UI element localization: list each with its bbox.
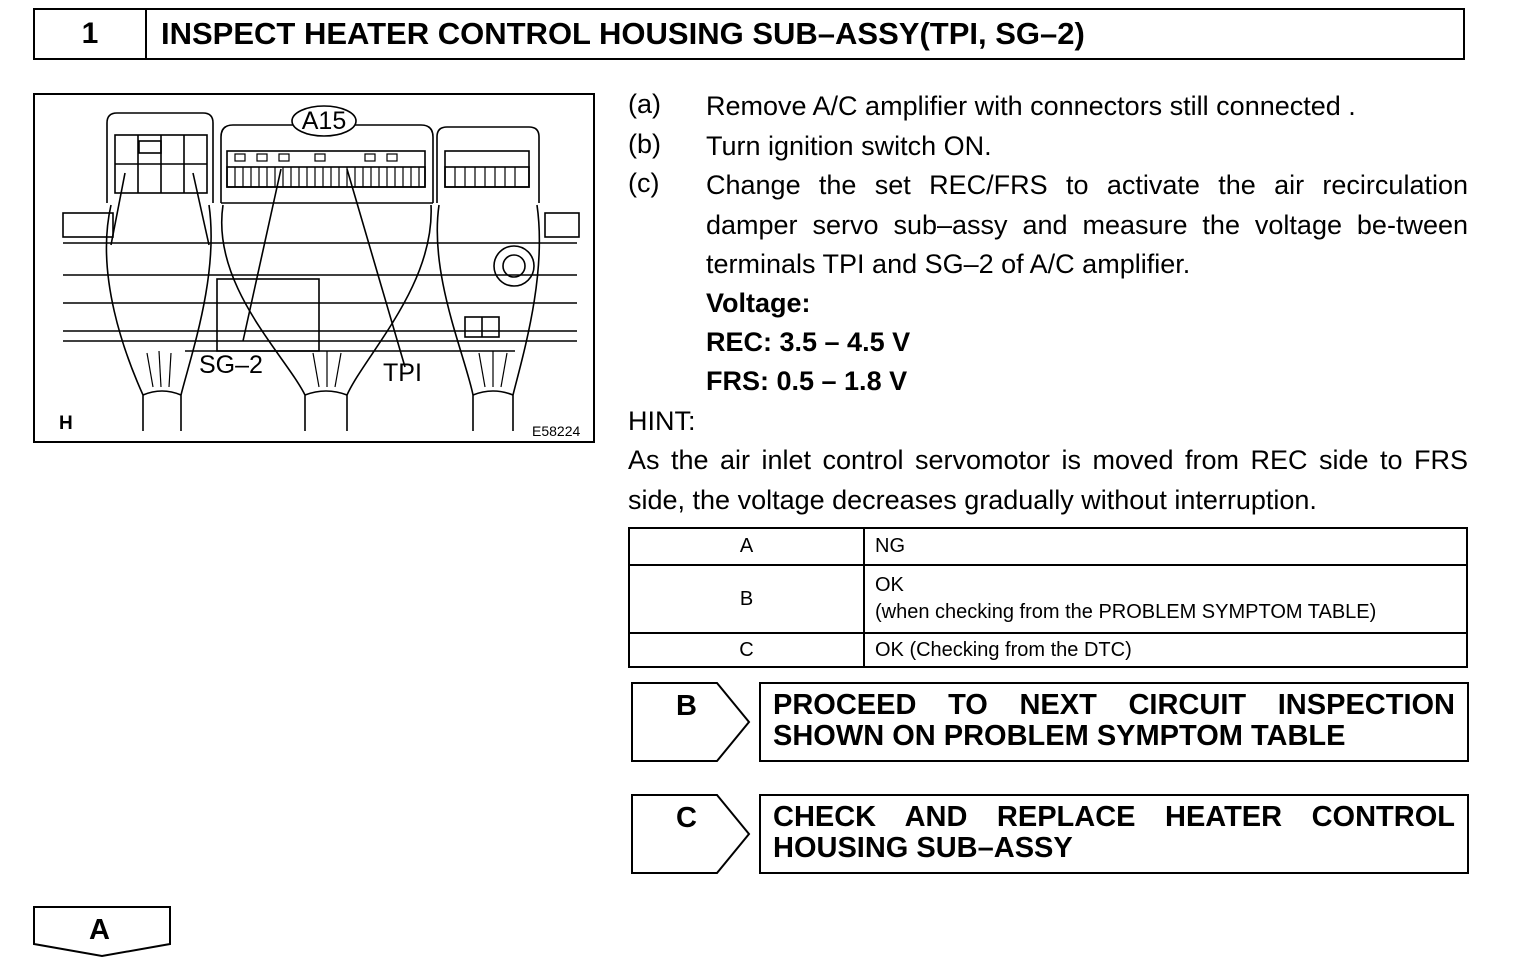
step-b-letter: (b) bbox=[628, 129, 661, 159]
table-value-line: (when checking from the PROBLEM SYMPTOM TABLE) bbox=[875, 601, 1377, 623]
figure-code: E58224 bbox=[532, 423, 581, 439]
outcome-c-key: C bbox=[676, 802, 697, 834]
step-a-letter: (a) bbox=[628, 89, 661, 119]
next-step-tag bbox=[33, 906, 171, 958]
outcome-c-action: CHECK AND REPLACE HEATER CONTROL HOUSING SUB–ASSY bbox=[759, 794, 1469, 874]
outcome-b-action: PROCEED TO NEXT CIRCUIT INSPECTION SHOWN ON PROBLEM SYMPTOM TABLE bbox=[759, 682, 1469, 762]
step-number: 1 bbox=[35, 10, 147, 58]
step-title: INSPECT HEATER CONTROL HOUSING SUB–ASSY(TPI, SG–2) bbox=[161, 16, 1085, 51]
table-value-line: OK (Checking from the DTC) bbox=[875, 638, 1132, 661]
figure-corner-mark: H bbox=[59, 413, 73, 434]
voltage-spec-title: Voltage: bbox=[706, 288, 811, 318]
table-value-cell bbox=[864, 528, 1467, 565]
next-step-key: A bbox=[89, 914, 110, 946]
step-header bbox=[33, 8, 1465, 60]
outcome-c-tag bbox=[631, 794, 753, 874]
step-c-text: Change the set REC/FRS to activate the air recirculation damper servo sub–assy and measure the voltage be-tween terminals TPI and SG–2 of A/C amplifier. bbox=[706, 170, 1468, 279]
result-table bbox=[628, 527, 1468, 668]
table-key-cell: B bbox=[629, 565, 864, 633]
table-key-cell: C bbox=[629, 633, 864, 667]
table-row bbox=[629, 528, 1467, 565]
terminal-sg2-label: SG–2 bbox=[199, 351, 263, 379]
table-value-cell bbox=[864, 633, 1467, 667]
step-b-text: Turn ignition switch ON. bbox=[706, 131, 992, 161]
voltage-spec-frs: FRS: 0.5 – 1.8 V bbox=[706, 366, 908, 396]
table-value-cell bbox=[864, 565, 1467, 633]
connector-drawing bbox=[35, 95, 593, 441]
outcome-b-key: B bbox=[676, 690, 697, 722]
table-value-line: NG bbox=[875, 535, 905, 557]
terminal-tpi-label: TPI bbox=[383, 359, 422, 387]
table-value-line: OK bbox=[875, 574, 904, 596]
step-c-letter: (c) bbox=[628, 168, 660, 198]
step-a-text: Remove A/C amplifier with connectors still connected . bbox=[706, 91, 1356, 121]
table-row bbox=[629, 565, 1467, 633]
table-key-cell: A bbox=[629, 528, 864, 565]
connector-illustration bbox=[33, 93, 595, 443]
connector-a15-label: A15 bbox=[301, 107, 347, 135]
voltage-spec-rec: REC: 3.5 – 4.5 V bbox=[706, 327, 911, 357]
table-row bbox=[629, 633, 1467, 667]
outcome-b-tag bbox=[631, 682, 753, 762]
hint-text: As the air inlet control servomotor is moved from REC side to FRS side, the voltage decreases gradually without interruption. bbox=[628, 445, 1468, 515]
hint-label: HINT: bbox=[628, 406, 696, 436]
